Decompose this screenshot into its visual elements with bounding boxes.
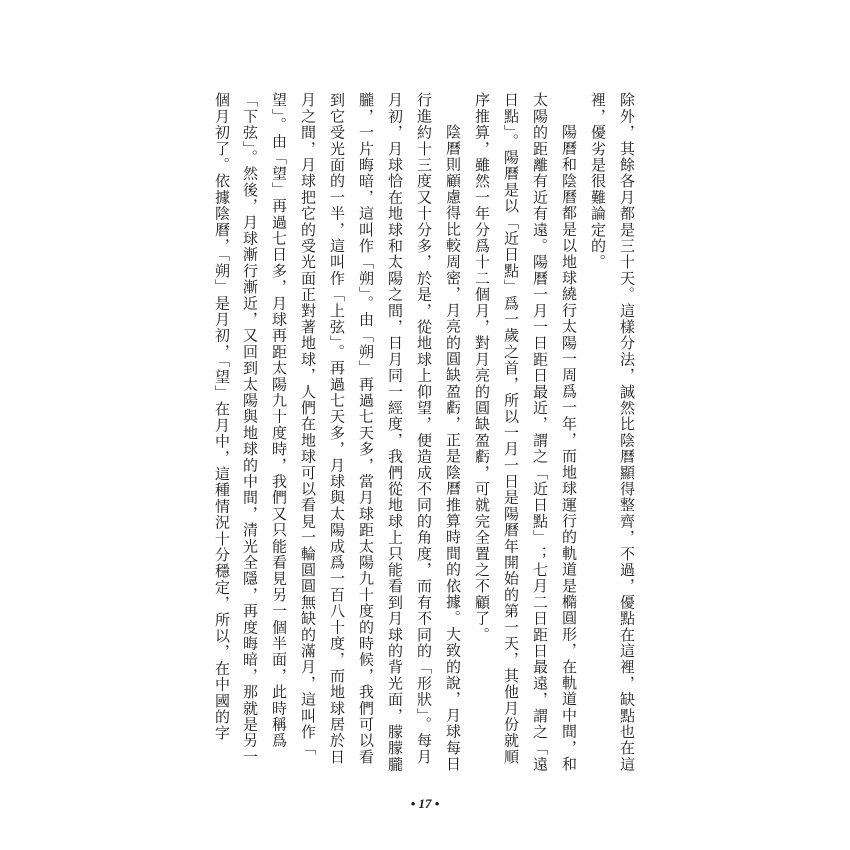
text-column: 望」。由「望」再過七日多，月球再距太陽九十度時，我們又只能看見另一個半面，此時稱爲: [270, 92, 288, 749]
text-column: 月之間，月球把它的受光面正對著地球，人們在地球可以看見一輪圓圓無缺的滿月，這叫作「: [299, 92, 317, 757]
text-column: 個月初了。依據陰曆，「朔」是月初，「望」在月中，這種情況十分穩定，所以，在中國的字: [213, 92, 231, 742]
text-column: 朧，一片晦暗，這叫作「朔」。由「朔」再過七天多，當月球距太陽九十度的時候，我們可以看: [357, 92, 375, 765]
page-number: • 17 •: [410, 796, 440, 811]
text-column: 「下弦」。然後，月球漸行漸近，又回到太陽與地球的中間，清光全隱，再度晦暗，那就是另一: [241, 92, 259, 765]
text-column: 陽曆和陰曆都是以地球繞行太陽一周爲一年，而地球運行的軌道是橢圓形，在軌道中間，和: [560, 124, 578, 772]
text-column: 月初，月球恰在地球和太陽之間，日月同一經度，我們從地球上只能看到月球的背光面，朦朦朧: [386, 92, 404, 773]
text-column: 到它受光面的一半，這叫作「上弦」。再過七天多，月球與太陽成爲一百八十度，而地球居於日: [328, 92, 346, 765]
text-column: 陰曆則顧慮得比較周密，月亮的圓缺盈虧，正是陰曆推算時間的依據。大致的說，月球每日: [444, 124, 462, 772]
text-column: 除外，其餘各月都是三十天。這樣分法，誠然比陰曆顯得整齊，不過，優點在這裡，缺點也在這: [618, 92, 636, 773]
text-column: 序推算，雖然一年分爲十二個月，對月亮的圓缺盈虧，可就完全置之不顧了。: [473, 92, 491, 643]
text-column: 裡，優劣是很難論定的。: [589, 92, 607, 271]
text-column: 太陽的距離有近有遠。陽曆一月一日距日最近，謂之「近日點」；七月二日距日最遠，謂之「遠: [531, 92, 549, 773]
text-column: 行進約十三度又十分多，於是，從地球上仰望，便造成不同的角度，而有不同的「形狀」。每月: [415, 92, 433, 765]
text-column: 日點」。陽曆是以「近日點」爲一歲之首，所以一月一日是陽曆年開始的第一天，其他月份就順: [502, 92, 520, 765]
